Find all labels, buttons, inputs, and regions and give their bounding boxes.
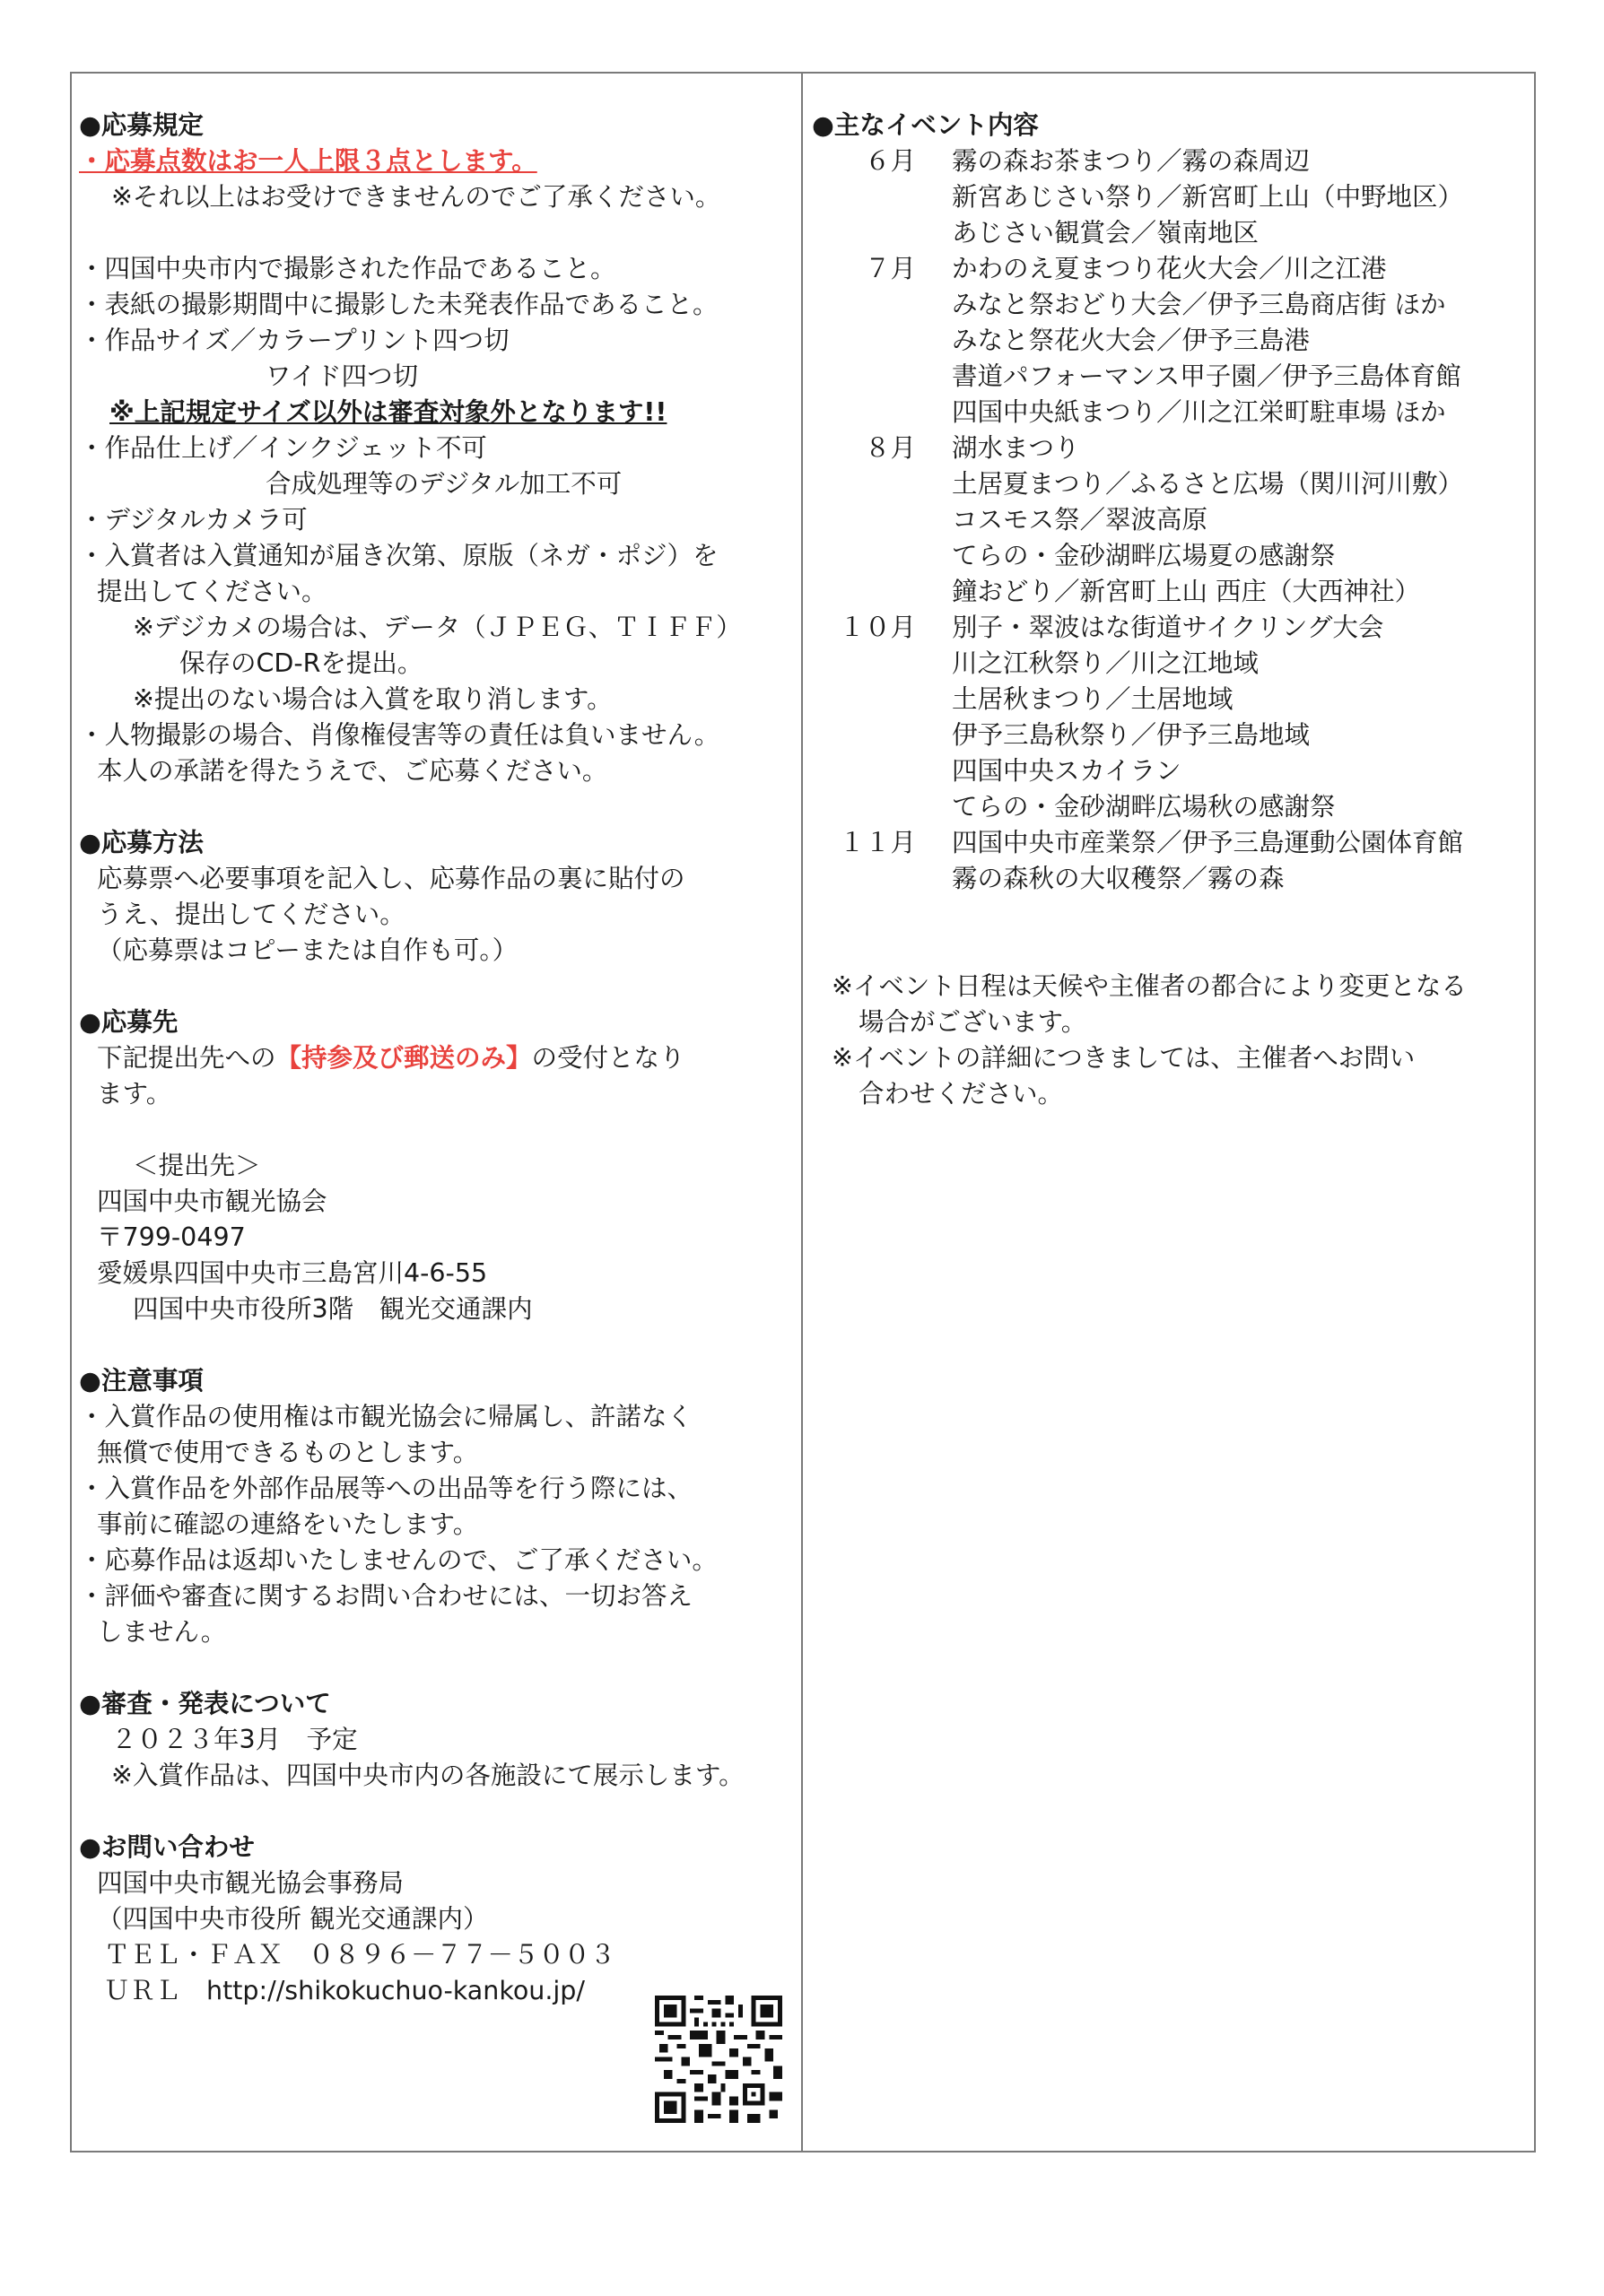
rules-item: ・作品仕上げ／インクジェット不可: [79, 433, 487, 463]
destination-office: 四国中央市役所3階 観光交通課内: [133, 1294, 533, 1324]
rules-item: ・作品サイズ／カラープリント四つ切: [79, 326, 510, 355]
events-heading: ●主なイベント内容: [812, 110, 1039, 140]
rules-limit-note: ※それ以上はお受けできませんのでご了承ください。: [111, 182, 721, 212]
rules-item: ・入賞者は入賞通知が届き次第、原版（ネガ・ポジ）を: [79, 541, 719, 570]
rules-item: ※デジカメの場合は、データ（ＪＰＥＧ、ＴＩＦＦ）: [133, 613, 742, 642]
event-list: [812, 144, 1530, 897]
event-text: 湖水まつり: [952, 433, 1080, 463]
event-text: 土居秋まつり／土居地域: [952, 684, 1234, 714]
rules-item: 提出してください。: [97, 577, 327, 606]
contact-heading: ●お問い合わせ: [79, 1832, 255, 1862]
rules-limit-line: ・応募点数はお一人上限３点とします。: [79, 146, 537, 176]
notes-line: しません。: [97, 1617, 227, 1647]
notes-line: ・入賞作品を外部作品展等への出品等を行う際には、: [79, 1474, 693, 1503]
event-row: [812, 323, 1530, 359]
event-row: [812, 502, 1530, 538]
event-row: [812, 646, 1530, 682]
notes-line: 事前に確認の連絡をいたします。: [97, 1509, 479, 1539]
event-text: てらの・金砂湖畔広場秋の感謝祭: [952, 792, 1336, 822]
rules-item: 保存のCD-Rを提出。: [179, 648, 423, 678]
notes-line: ・応募作品は返却いたしませんので、ご了承ください。: [79, 1545, 718, 1575]
rules-item: ・表紙の撮影期間中に撮影した未発表作品であること。: [79, 290, 719, 319]
method-line: 応募票へ必要事項を記入し、応募作品の裏に貼付の: [97, 864, 685, 893]
destination-org: 四国中央市観光協会: [97, 1187, 327, 1216]
event-text: 霧の森お茶まつり／霧の森周辺: [952, 146, 1311, 176]
event-row: [812, 825, 1530, 861]
event-row: [812, 251, 1530, 287]
event-text: かわのえ夏まつり花火大会／川之江港: [952, 254, 1387, 283]
event-text: てらの・金砂湖畔広場夏の感謝祭: [952, 541, 1336, 570]
event-text: 川之江秋祭り／川之江地域: [952, 648, 1260, 678]
rules-item: ・人物撮影の場合、肖像権侵害等の責任は負いません。: [79, 720, 720, 750]
method-line: うえ、提出してください。: [97, 900, 405, 929]
events-note: ※イベントの詳細につきましては、主催者へお問い: [832, 1043, 1416, 1073]
event-text: 四国中央市産業祭／伊予三島運動公園体育館: [952, 828, 1464, 857]
event-row: [812, 682, 1530, 718]
event-month: ８月: [864, 433, 916, 463]
judging-date: ２０２３年3月 予定: [111, 1725, 358, 1754]
event-row: [812, 610, 1530, 646]
destination-line: ます。: [97, 1079, 172, 1109]
event-text: みなと祭おどり大会／伊予三島商店街 ほか: [952, 290, 1446, 319]
event-row: [812, 144, 1530, 179]
event-text: 書道パフォーマンス甲子園／伊予三島体育館: [952, 361, 1461, 391]
events-note: 合わせください。: [859, 1079, 1064, 1109]
event-row: [812, 430, 1530, 466]
rules-item: ・四国中央市内で撮影された作品であること。: [79, 254, 616, 283]
method-heading: ●応募方法: [79, 828, 204, 857]
event-row: [812, 215, 1530, 251]
destination-postal: 〒799-0497: [97, 1222, 246, 1252]
event-row: [812, 395, 1530, 430]
rules-item: ・デジタルカメラ可: [79, 505, 308, 535]
destination-highlight: 【持参及び郵送のみ】: [275, 1043, 532, 1073]
qr-code-icon[interactable]: [655, 1996, 782, 2123]
event-text: 別子・翠波はな街道サイクリング大会: [952, 613, 1384, 642]
event-row: [812, 179, 1530, 215]
events-note: ※イベント日程は天候や主催者の都合により変更となる: [832, 971, 1467, 1001]
event-month: １１月: [839, 828, 916, 857]
rules-item: ワイド四つ切: [266, 361, 419, 391]
method-line: （応募票はコピーまたは自作も可。）: [97, 935, 519, 965]
event-text: 四国中央スカイラン: [952, 756, 1181, 786]
contact-tel: ＴＥＬ・ＦＡＸ ０８９６－７７－５００３: [104, 1940, 616, 1970]
event-text: 四国中央紙まつり／川之江栄町駐車場 ほか: [952, 397, 1446, 427]
event-row: [812, 861, 1530, 897]
event-row: [812, 538, 1530, 574]
event-row: [812, 789, 1530, 825]
event-row: [812, 574, 1530, 610]
notes-line: ・評価や審査に関するお問い合わせには、一切お答え: [79, 1581, 693, 1611]
notes-line: ・入賞作品の使用権は市観光協会に帰属し、許諾なく: [79, 1402, 693, 1431]
event-text: 霧の森秋の大収穫祭／霧の森: [952, 864, 1285, 893]
destination-label: ＜提出先＞: [133, 1151, 261, 1180]
destination-heading: ●応募先: [79, 1007, 179, 1037]
event-month: ７月: [864, 254, 916, 283]
rules-heading: ●応募規定: [79, 110, 204, 140]
event-month: １０月: [839, 613, 916, 642]
event-text: 伊予三島秋祭り／伊予三島地域: [952, 720, 1311, 750]
event-text: 鐘おどり／新宮町上山 西庄（大西神社）: [952, 577, 1421, 606]
event-text: 土居夏まつり／ふるさと広場（関川河川敷）: [952, 469, 1464, 499]
notes-heading: ●注意事項: [79, 1366, 204, 1396]
judging-heading: ●審査・発表について: [79, 1689, 331, 1718]
rules-item: 本人の承諾を得たうえで、ご応募ください。: [97, 756, 608, 786]
event-row: [812, 359, 1530, 395]
event-month: ６月: [864, 146, 916, 176]
rules-size-warning: ※上記規定サイズ以外は審査対象外となります!!: [109, 397, 667, 427]
event-row: [812, 466, 1530, 502]
rules-item: ※提出のない場合は入賞を取り消します。: [133, 684, 613, 714]
contact-org: 四国中央市観光協会事務局: [97, 1868, 405, 1898]
destination-line: 下記提出先への【持参及び郵送のみ】の受付となり: [97, 1043, 685, 1073]
event-text: あじさい観賞会／嶺南地区: [952, 218, 1260, 248]
notes-line: 無償で使用できるものとします。: [97, 1438, 479, 1467]
right-column: [812, 108, 1530, 1112]
events-note: 場合がございます。: [859, 1007, 1087, 1037]
event-row: [812, 753, 1530, 789]
left-column: [79, 108, 797, 2009]
event-row: [812, 718, 1530, 753]
judging-note: ※入賞作品は、四国中央市内の各施設にて展示します。: [111, 1761, 745, 1790]
contact-sub: （四国中央市役所 観光交通課内）: [97, 1904, 489, 1934]
event-text: コスモス祭／翠波高原: [952, 505, 1208, 535]
event-row: [812, 287, 1530, 323]
event-text: みなと祭花火大会／伊予三島港: [952, 326, 1311, 355]
contact-url[interactable]: ＵＲＬ http://shikokuchuo-kankou.jp/: [104, 1976, 585, 2005]
column-divider: [801, 72, 803, 2152]
event-text: 新宮あじさい祭り／新宮町上山（中野地区）: [952, 182, 1464, 212]
rules-item: 合成処理等のデジタル加工不可: [266, 469, 623, 499]
destination-address: 愛媛県四国中央市三島宮川4-6-55: [97, 1258, 488, 1288]
